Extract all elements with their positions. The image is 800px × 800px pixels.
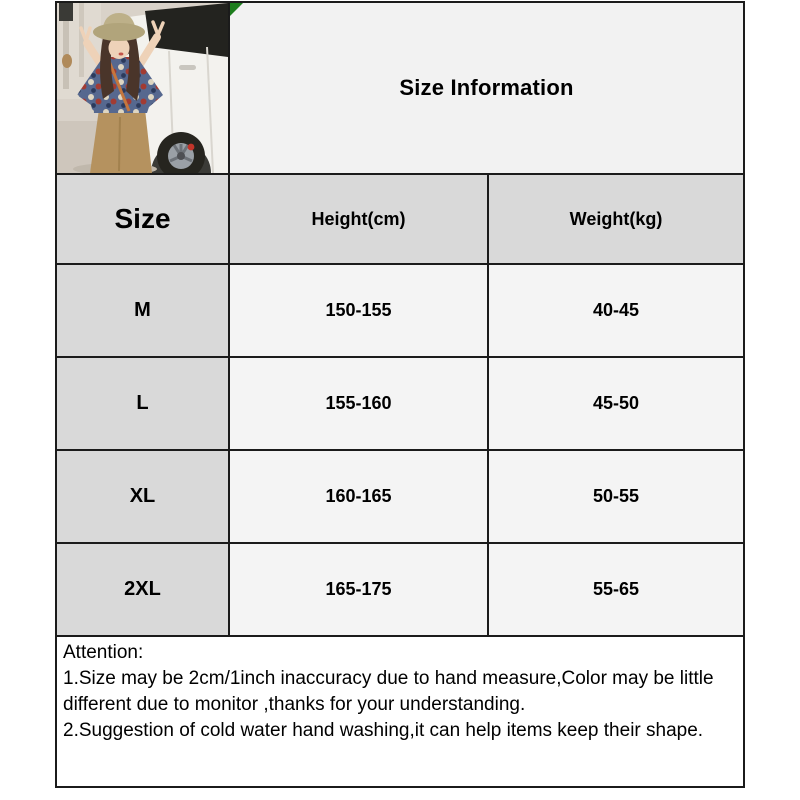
table-top-row [57,3,743,173]
column-header-weight: Weight(kg) [487,175,743,263]
product-photo [57,3,228,173]
cell-flag-triangle-icon [230,3,243,16]
table-row-m [57,263,743,356]
product-photo-illustration [57,3,228,173]
table-row-l [57,356,743,449]
size-label: M [57,265,228,356]
title-cell [228,3,743,173]
height-value: 165-175 [228,544,487,635]
page-title: Size Information [399,75,574,100]
height-value: 150-155 [228,265,487,356]
weight-value: 50-55 [487,451,743,542]
brake-caliper [188,144,195,151]
size-table [55,1,745,788]
table-row-xl [57,449,743,542]
column-header-height: Height(cm) [228,175,487,263]
pants [90,109,152,173]
attention-line-2: 2.Suggestion of cold water hand washing,it can help items keep their shape. [63,720,704,741]
column-header-size: Size [114,203,171,234]
attention-row [57,635,743,786]
size-label: 2XL [57,544,228,635]
size-label: L [57,358,228,449]
lips [119,53,124,56]
weight-value: 55-65 [487,544,743,635]
height-value: 155-160 [228,358,487,449]
table-row-2xl [57,542,743,635]
background-stripe [79,3,84,77]
weight-value: 45-50 [487,358,743,449]
size-label: XL [57,451,228,542]
background-window [59,3,73,21]
attention-note [57,637,743,786]
weight-value: 40-45 [487,265,743,356]
height-value: 160-165 [228,451,487,542]
door-handle [179,65,196,70]
attention-line-1: 1.Size may be 2cm/1inch inaccuracy due to hand measure,Color may be little different due to monitor ,thanks for your understanding. [63,668,714,715]
background-cup [62,54,72,68]
table-header-row [57,173,743,263]
attention-heading: Attention: [63,642,144,663]
